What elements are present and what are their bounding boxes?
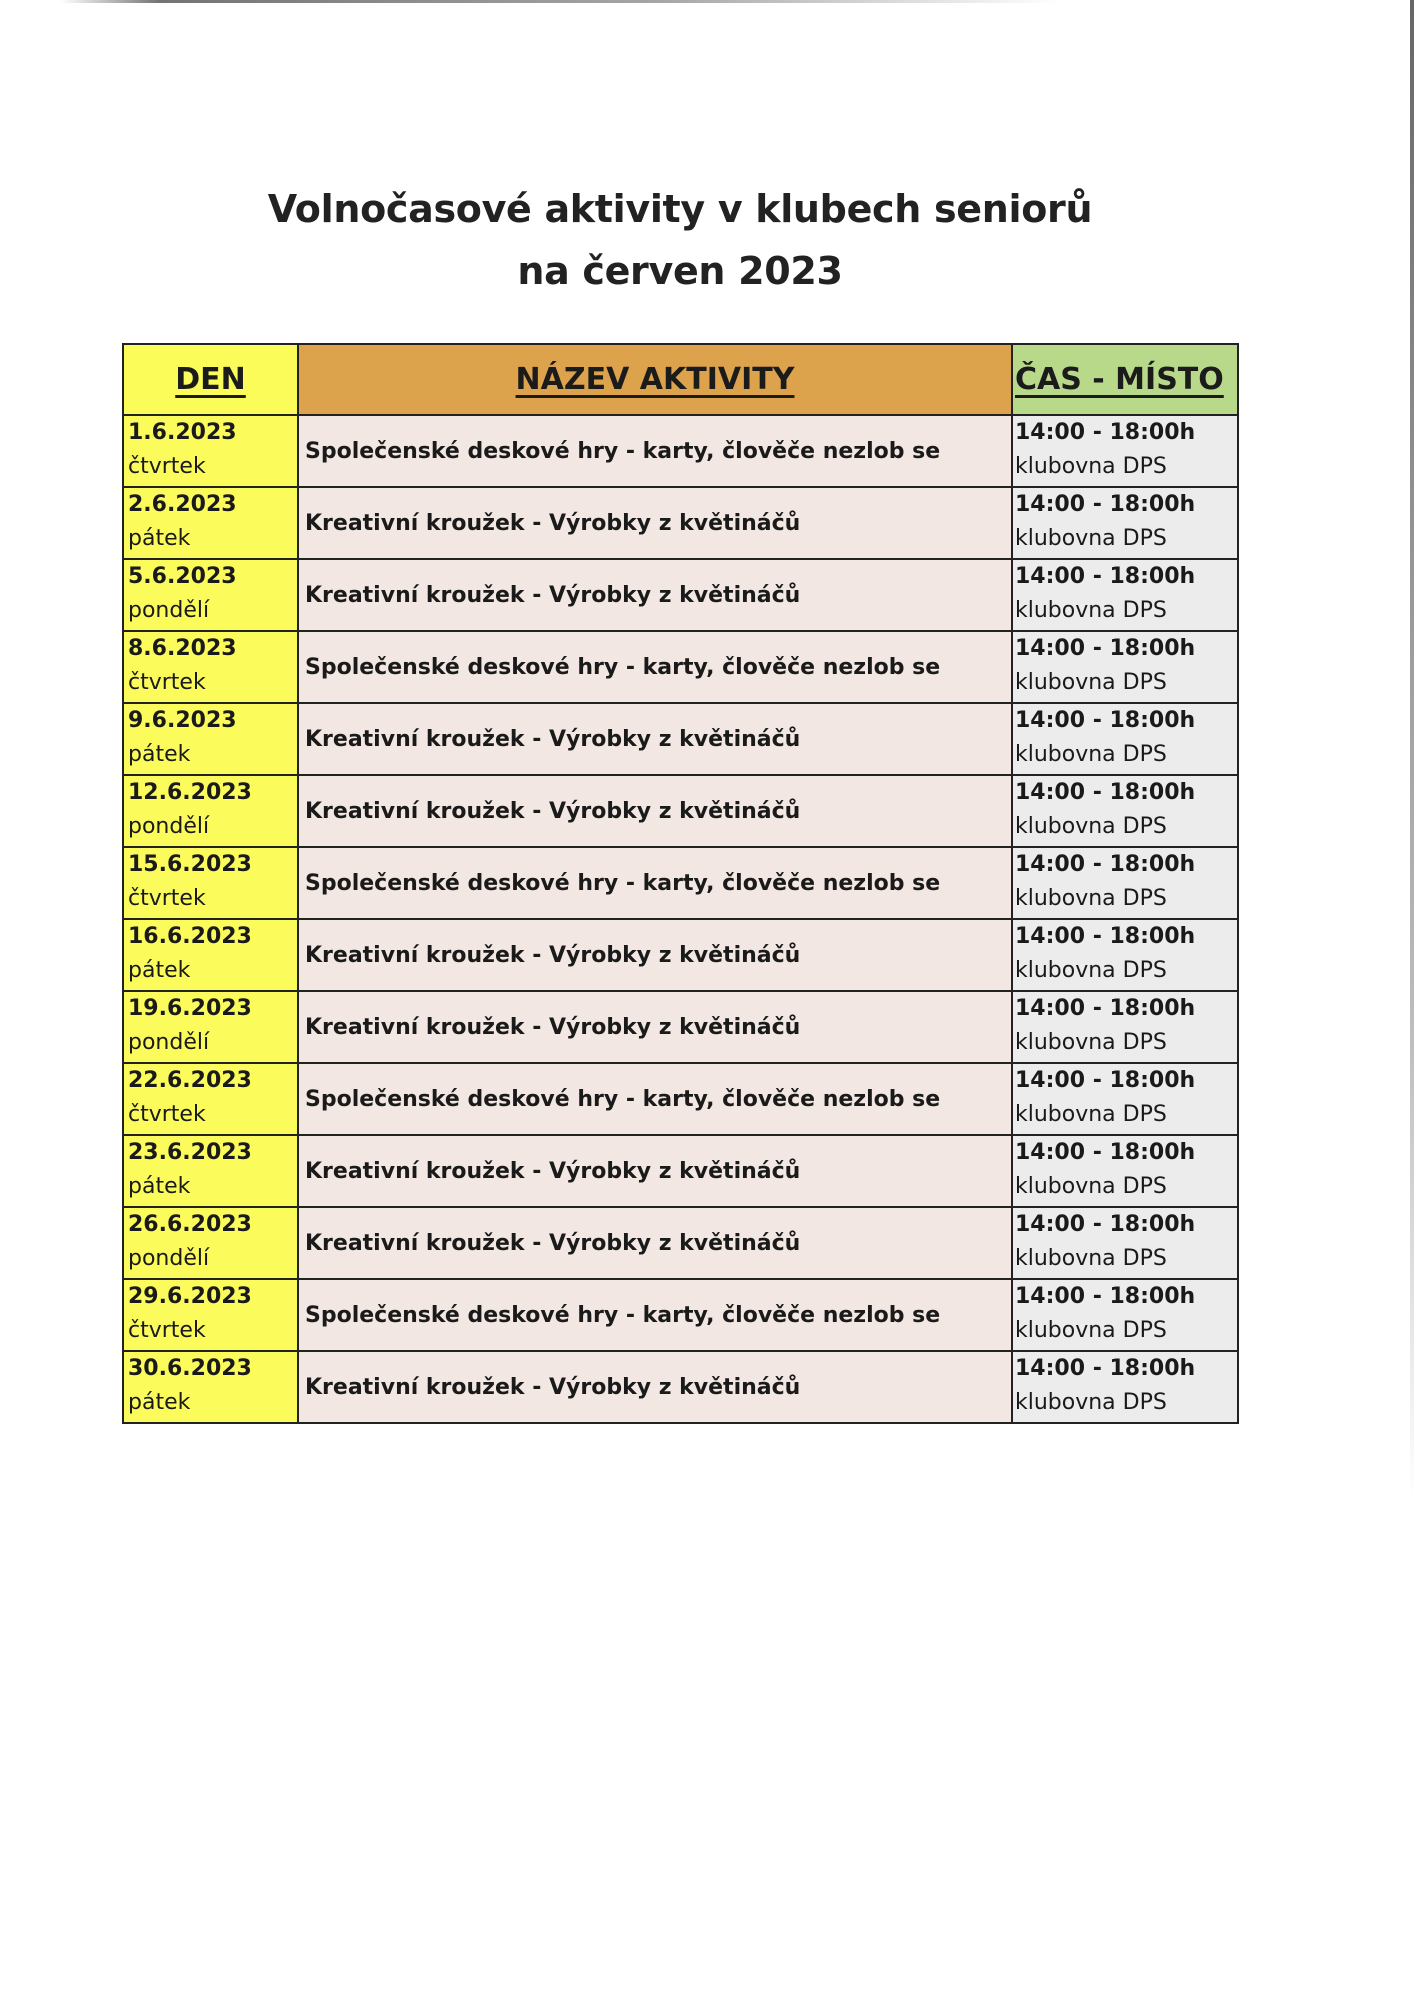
weekday: čtvrtek	[128, 1102, 206, 1127]
day-cell	[123, 991, 298, 1063]
weekday: pátek	[128, 742, 191, 767]
date: 22.6.2023	[128, 1068, 252, 1093]
activity-cell: Společenské deskové hry - karty, člověče nezlob se	[298, 631, 1012, 703]
date: 9.6.2023	[128, 708, 237, 733]
time: 14:00 - 18:00h	[1015, 420, 1196, 445]
weekday: čtvrtek	[128, 670, 206, 695]
weekday: pátek	[128, 1390, 191, 1415]
schedule-table	[122, 343, 1239, 1424]
table-row	[123, 703, 1238, 775]
time-place-cell	[1012, 1207, 1238, 1279]
place: klubovna DPS	[1015, 1318, 1167, 1343]
place: klubovna DPS	[1015, 526, 1167, 551]
date: 5.6.2023	[128, 564, 237, 589]
activity-cell: Kreativní kroužek - Výrobky z květináčů	[298, 775, 1012, 847]
place: klubovna DPS	[1015, 1102, 1167, 1127]
activity-cell: Společenské deskové hry - karty, člověče nezlob se	[298, 415, 1012, 487]
day-cell	[123, 775, 298, 847]
weekday: pondělí	[128, 598, 210, 623]
table-row	[123, 919, 1238, 991]
table-row	[123, 775, 1238, 847]
time: 14:00 - 18:00h	[1015, 780, 1196, 805]
weekday: pátek	[128, 958, 191, 983]
day-cell	[123, 847, 298, 919]
time-place-cell	[1012, 1279, 1238, 1351]
day-cell	[123, 487, 298, 559]
day-cell	[123, 559, 298, 631]
place: klubovna DPS	[1015, 886, 1167, 911]
table-row	[123, 1135, 1238, 1207]
date: 1.6.2023	[128, 420, 237, 445]
date: 12.6.2023	[128, 780, 252, 805]
time-place-cell	[1012, 631, 1238, 703]
time-place-cell	[1012, 1063, 1238, 1135]
table-row	[123, 847, 1238, 919]
date: 16.6.2023	[128, 924, 252, 949]
place: klubovna DPS	[1015, 670, 1167, 695]
day-cell	[123, 1279, 298, 1351]
weekday: čtvrtek	[128, 454, 206, 479]
header-nazev-aktivity: NÁZEV AKTIVITY	[298, 344, 1012, 415]
header-den: DEN	[123, 344, 298, 415]
time-place-cell	[1012, 919, 1238, 991]
day-cell	[123, 1135, 298, 1207]
day-cell	[123, 415, 298, 487]
place: klubovna DPS	[1015, 1174, 1167, 1199]
title-line-2: na červen 2023	[517, 249, 843, 293]
date: 29.6.2023	[128, 1284, 252, 1309]
time: 14:00 - 18:00h	[1015, 564, 1196, 589]
activity-cell: Kreativní kroužek - Výrobky z květináčů	[298, 1351, 1012, 1423]
scan-edge-right	[1410, 0, 1414, 1500]
time: 14:00 - 18:00h	[1015, 924, 1196, 949]
day-cell	[123, 703, 298, 775]
scan-edge-top	[60, 0, 1060, 3]
table-row	[123, 991, 1238, 1063]
weekday: pondělí	[128, 1030, 210, 1055]
time: 14:00 - 18:00h	[1015, 492, 1196, 517]
time: 14:00 - 18:00h	[1015, 852, 1196, 877]
title-line-1: Volnočasové aktivity v klubech seniorů	[267, 187, 1093, 231]
activity-cell: Kreativní kroužek - Výrobky z květináčů	[298, 919, 1012, 991]
page-title	[0, 178, 1360, 302]
weekday: pátek	[128, 526, 191, 551]
table-row	[123, 1279, 1238, 1351]
table-row	[123, 1207, 1238, 1279]
weekday: čtvrtek	[128, 886, 206, 911]
day-cell	[123, 919, 298, 991]
place: klubovna DPS	[1015, 1390, 1167, 1415]
weekday: pátek	[128, 1174, 191, 1199]
place: klubovna DPS	[1015, 1030, 1167, 1055]
time-place-cell	[1012, 559, 1238, 631]
activity-cell: Kreativní kroužek - Výrobky z květináčů	[298, 487, 1012, 559]
header-row	[123, 344, 1238, 415]
day-cell	[123, 1207, 298, 1279]
date: 30.6.2023	[128, 1356, 252, 1381]
table-row	[123, 631, 1238, 703]
day-cell	[123, 1351, 298, 1423]
place: klubovna DPS	[1015, 598, 1167, 623]
time: 14:00 - 18:00h	[1015, 708, 1196, 733]
place: klubovna DPS	[1015, 742, 1167, 767]
activity-cell: Kreativní kroužek - Výrobky z květináčů	[298, 1135, 1012, 1207]
weekday: čtvrtek	[128, 1318, 206, 1343]
day-cell	[123, 631, 298, 703]
time: 14:00 - 18:00h	[1015, 1068, 1196, 1093]
time: 14:00 - 18:00h	[1015, 1140, 1196, 1165]
header-cas-misto: ČAS - MÍSTO	[1012, 344, 1238, 415]
table-row	[123, 1063, 1238, 1135]
date: 19.6.2023	[128, 996, 252, 1021]
table-row	[123, 559, 1238, 631]
day-cell	[123, 1063, 298, 1135]
activity-cell: Kreativní kroužek - Výrobky z květináčů	[298, 1207, 1012, 1279]
activity-cell: Kreativní kroužek - Výrobky z květináčů	[298, 703, 1012, 775]
place: klubovna DPS	[1015, 958, 1167, 983]
time-place-cell	[1012, 991, 1238, 1063]
place: klubovna DPS	[1015, 1246, 1167, 1271]
time: 14:00 - 18:00h	[1015, 1356, 1196, 1381]
time: 14:00 - 18:00h	[1015, 1212, 1196, 1237]
table-row	[123, 1351, 1238, 1423]
time: 14:00 - 18:00h	[1015, 636, 1196, 661]
date: 26.6.2023	[128, 1212, 252, 1237]
activity-cell: Společenské deskové hry - karty, člověče nezlob se	[298, 847, 1012, 919]
time-place-cell	[1012, 487, 1238, 559]
time-place-cell	[1012, 775, 1238, 847]
activity-cell: Kreativní kroužek - Výrobky z květináčů	[298, 559, 1012, 631]
weekday: pondělí	[128, 1246, 210, 1271]
date: 15.6.2023	[128, 852, 252, 877]
time-place-cell	[1012, 1351, 1238, 1423]
date: 2.6.2023	[128, 492, 237, 517]
time: 14:00 - 18:00h	[1015, 996, 1196, 1021]
table-row	[123, 415, 1238, 487]
time-place-cell	[1012, 1135, 1238, 1207]
activity-cell: Kreativní kroužek - Výrobky z květináčů	[298, 991, 1012, 1063]
date: 23.6.2023	[128, 1140, 252, 1165]
place: klubovna DPS	[1015, 814, 1167, 839]
time-place-cell	[1012, 415, 1238, 487]
table-row	[123, 487, 1238, 559]
time: 14:00 - 18:00h	[1015, 1284, 1196, 1309]
date: 8.6.2023	[128, 636, 237, 661]
activity-cell: Společenské deskové hry - karty, člověče nezlob se	[298, 1063, 1012, 1135]
weekday: pondělí	[128, 814, 210, 839]
place: klubovna DPS	[1015, 454, 1167, 479]
time-place-cell	[1012, 703, 1238, 775]
time-place-cell	[1012, 847, 1238, 919]
activity-cell: Společenské deskové hry - karty, člověče nezlob se	[298, 1279, 1012, 1351]
schedule-body	[123, 415, 1238, 1423]
